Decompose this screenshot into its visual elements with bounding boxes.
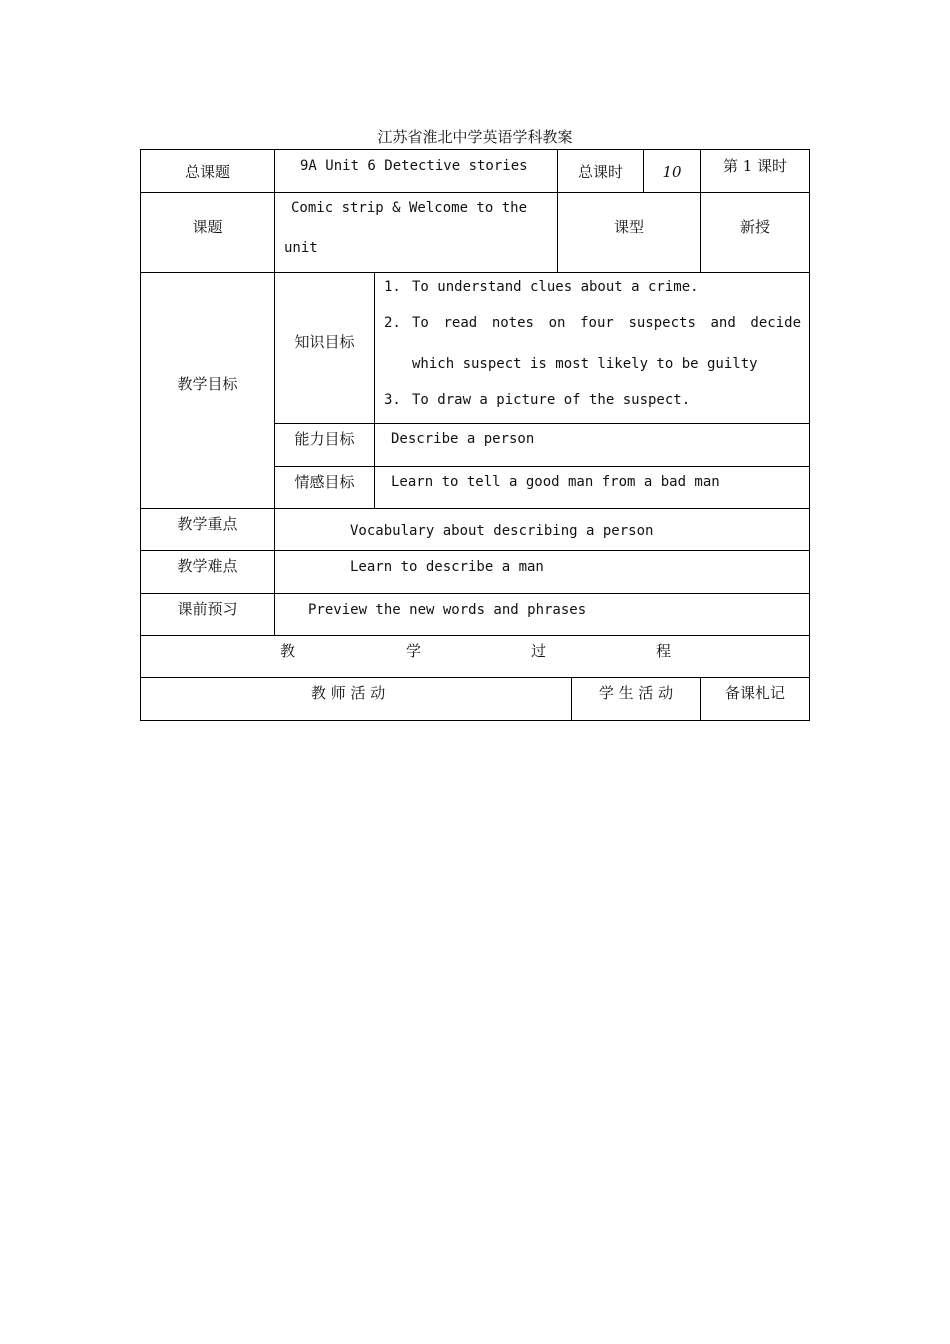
general-topic-value: 9A Unit 6 Detective stories [300,158,528,174]
preview-label: 课前预习 [177,600,238,618]
word: decide [750,315,801,331]
process-char-3: 过 [531,642,547,660]
cell-student-activity [571,677,701,721]
knowledge-label: 知识目标 [294,333,355,351]
preview-value: Preview the new words and phrases [308,602,587,618]
cell-teaching-process [140,635,810,678]
word: suspects [628,315,696,331]
cell-notes [700,677,810,721]
cell-emotion-label [274,466,375,509]
cell-key-points-value [274,508,810,551]
knowledge-item-3-number: 3. [384,392,401,408]
topic-label: 课题 [192,218,223,236]
cell-period-label [700,149,810,193]
emotion-label: 情感目标 [294,473,355,491]
notes-label: 备课札记 [724,684,785,702]
emotion-value: Learn to tell a good man from a bad man [391,474,720,490]
objectives-label: 教学目标 [177,375,238,393]
process-char-1: 教 [280,642,296,660]
cell-general-topic-label [140,149,275,193]
cell-key-points-label [140,508,275,551]
lesson-type-label: 课型 [613,218,644,236]
lesson-type-value: 新授 [739,218,770,236]
ability-label: 能力目标 [294,430,355,448]
word: read [443,315,478,331]
total-periods-value: 10 [662,163,682,181]
ability-value: Describe a person [391,431,535,447]
cell-objectives-label [140,272,275,509]
cell-difficulties-value [274,550,810,594]
knowledge-item-2-number: 2. [384,315,401,331]
cell-knowledge-label [274,272,375,424]
cell-total-periods-label [557,149,644,193]
word: notes [491,315,534,331]
general-topic-label: 总课题 [184,163,230,181]
knowledge-item-2-line1 [412,313,801,333]
cell-ability-value [374,423,810,467]
cell-general-topic-value [274,149,558,193]
word: To [412,315,429,331]
cell-topic-value [274,192,558,273]
cell-lesson-type-value [700,192,810,273]
teacher-activity-label: 教 师 活 动 [311,684,386,702]
difficulties-value: Learn to describe a man [350,559,544,575]
knowledge-item-2-line2: which suspect is most likely to be guilty [412,356,758,372]
student-activity-label: 学 生 活 动 [598,684,674,702]
knowledge-item-1-number: 1. [384,279,401,295]
word: and [710,315,736,331]
cell-knowledge-items [374,272,810,424]
cell-difficulties-label [140,550,275,594]
word: four [580,315,614,331]
total-periods-label: 总课时 [577,163,623,181]
topic-value-line1: Comic strip & Welcome to the [291,200,528,216]
topic-value-line2: unit [284,240,318,256]
key-points-value: Vocabulary about describing a person [350,523,654,539]
difficulties-label: 教学难点 [177,557,238,575]
cell-lesson-type-label [557,192,701,273]
knowledge-item-3: To draw a picture of the suspect. [412,392,691,408]
period-label: 第 1 课时 [722,157,788,175]
cell-preview-value [274,593,810,636]
key-points-label: 教学重点 [177,515,238,533]
process-char-2: 学 [406,642,422,660]
knowledge-item-1: To understand clues about a crime. [412,279,699,295]
cell-total-periods-value [643,149,701,193]
cell-topic-label [140,192,275,273]
cell-ability-label [274,423,375,467]
cell-preview-label [140,593,275,636]
word: on [548,315,566,331]
document-title: 江苏省淮北中学英语学科教案 [377,128,573,146]
cell-teacher-activity [140,677,572,721]
process-char-4: 程 [656,642,672,660]
cell-emotion-value [374,466,810,509]
